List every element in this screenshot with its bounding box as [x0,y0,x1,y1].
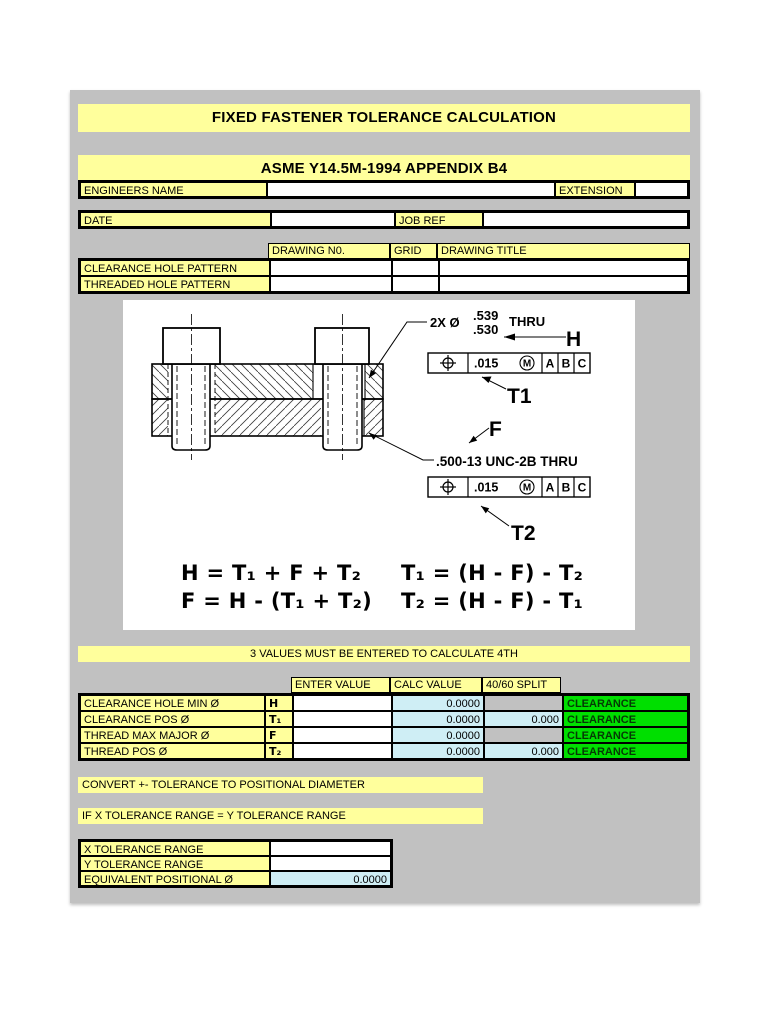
date-input[interactable] [271,212,395,227]
calc-value-f: 0.0000 [392,727,484,743]
threaded-drawing-no-input[interactable] [270,276,392,292]
col-calc-value: CALC VALUE [390,677,482,693]
calc-table-header [291,677,561,693]
callout-prefix: 2X Ø [430,315,460,330]
calc-value-h: 0.0000 [392,695,484,711]
if-equal-banner: IF X TOLERANCE RANGE = Y TOLERANCE RANGE [78,808,483,824]
callout-lower-limit: .530 [473,322,499,337]
split-value-t2: 0.000 [484,743,563,759]
row-h-label: CLEARANCE HOLE MIN Ø [80,695,265,711]
date-row [78,210,690,229]
col-grid: GRID [390,243,437,259]
split-value-t1: 0.000 [484,711,563,727]
fastener-section-drawing [123,300,635,556]
t2-label: T2 [511,522,536,545]
status-h: CLEARANCE [563,695,688,711]
status-t1: CLEARANCE [563,711,688,727]
row-t2-label: THREAD POS Ø [80,743,265,759]
row-f-symbol: F [265,727,293,743]
row-t2-symbol: T₂ [265,743,293,759]
enter-value-input-f[interactable] [293,727,392,743]
split-value-f [484,727,563,743]
col-split: 40/60 SPLIT [482,677,561,693]
extension-input[interactable] [635,182,688,197]
engineers-name-label: ENGINEERS NAME [80,182,267,197]
row-f-label: THREAD MAX MAJOR Ø [80,727,265,743]
equivalent-positional-value: 0.0000 [270,871,391,886]
formula-h: H = T₁ + F + T₂ [181,561,362,585]
page-subtitle: ASME Y14.5M-1994 APPENDIX B4 [78,155,690,183]
calc-value-t1: 0.0000 [392,711,484,727]
dim-h-label: H [566,328,582,351]
row-t1-label: CLEARANCE POS Ø [80,711,265,727]
job-ref-input[interactable] [483,212,688,227]
fcf2-tolerance: .015 [474,480,499,495]
feature-control-frame-2 [428,477,590,497]
formula-f: F = H - (T₁ + T₂) [181,589,373,613]
clearance-pattern-label: CLEARANCE HOLE PATTERN [80,260,270,276]
fcf1-tolerance: .015 [474,356,499,371]
tolerance-range-table [78,839,393,888]
split-value-h [484,695,563,711]
x-tolerance-input[interactable] [270,841,391,856]
formula-t1: T₁ = (H - F) - T₂ [401,561,584,585]
callout-upper-limit: .539 [473,308,499,323]
enter-value-input-t2[interactable] [293,743,392,759]
x-tolerance-label: X TOLERANCE RANGE [80,841,270,856]
fcf2-datum-c: C [577,480,587,495]
engineers-name-input[interactable] [267,182,555,197]
col-drawing-no: DRAWING N0. [268,243,390,259]
drawing-table-header [268,243,690,259]
status-f: CLEARANCE [563,727,688,743]
callout-thru: THRU [509,314,546,329]
feature-control-frame-1 [428,353,590,373]
clearance-title-input[interactable] [439,260,688,276]
convert-banner: CONVERT +- TOLERANCE TO POSITIONAL DIAMETER [78,777,483,793]
fcf1-datum-c: C [577,356,587,371]
svg-text:M: M [522,482,532,494]
fcf2-datum-b: B [561,480,571,495]
threaded-grid-input[interactable] [392,276,439,292]
instruction-banner: 3 VALUES MUST BE ENTERED TO CALCULATE 4TH [78,646,690,662]
calc-value-t2: 0.0000 [392,743,484,759]
status-t2: CLEARANCE [563,743,688,759]
engineers-row [78,180,690,199]
drawing-table [78,258,690,294]
row-t1-symbol: T₁ [265,711,293,727]
fcf2-datum-a: A [545,480,555,495]
clearance-grid-input[interactable] [392,260,439,276]
fcf1-datum-a: A [545,356,555,371]
worksheet-panel [70,90,700,903]
y-tolerance-label: Y TOLERANCE RANGE [80,856,270,871]
job-ref-label: JOB REF [395,212,483,227]
clearance-drawing-no-input[interactable] [270,260,392,276]
svg-text:M: M [522,358,532,370]
threaded-pattern-label: THREADED HOLE PATTERN [80,276,270,292]
col-enter-value: ENTER VALUE [291,677,390,693]
thread-note: .500-13 UNC-2B THRU [436,454,578,469]
enter-value-input-t1[interactable] [293,711,392,727]
y-tolerance-input[interactable] [270,856,391,871]
row-h-symbol: H [265,695,293,711]
enter-value-input-h[interactable] [293,695,392,711]
date-label: DATE [80,212,271,227]
t1-label: T1 [507,385,532,408]
calc-table [78,693,690,761]
threaded-title-input[interactable] [439,276,688,292]
f-label: F [489,418,502,441]
formula-t2: T₂ = (H - F) - T₁ [401,589,584,613]
technical-drawing-area [123,300,635,630]
extension-label: EXTENSION [555,182,635,197]
equivalent-positional-label: EQUIVALENT POSITIONAL Ø [80,871,270,886]
clearance-hole-callout [430,308,581,351]
fcf1-datum-b: B [561,356,571,371]
col-drawing-title: DRAWING TITLE [437,243,690,259]
bolt-2 [315,328,369,450]
page-title: FIXED FASTENER TOLERANCE CALCULATION [78,104,690,132]
